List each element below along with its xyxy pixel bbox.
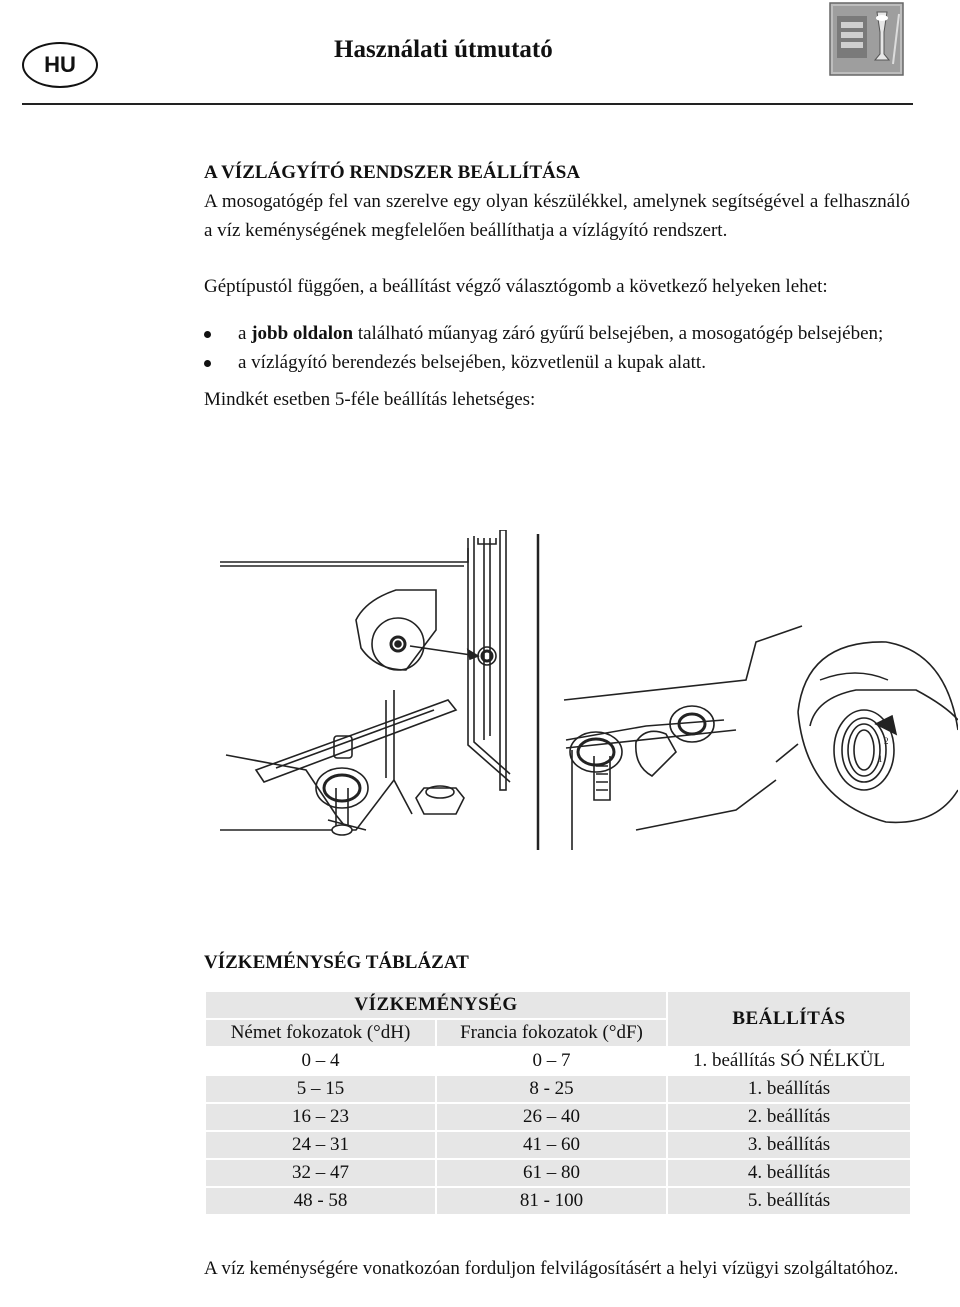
df-cell: 0 – 7	[437, 1048, 666, 1074]
df-cell: 61 – 80	[437, 1160, 666, 1186]
header-divider	[22, 103, 913, 105]
df-cell: 8 - 25	[437, 1076, 666, 1102]
country-code: HU	[44, 52, 76, 77]
footer-note: A víz keménységére vonatkozóan forduljon felvilágosításért a helyi vízügyi szolgáltatóhoz.	[204, 1258, 899, 1279]
df-cell: 81 - 100	[437, 1188, 666, 1214]
svg-text:1: 1	[878, 754, 883, 764]
table-row	[206, 1048, 910, 1074]
df-cell: 41 – 60	[437, 1132, 666, 1158]
setting-cell: 3. beállítás	[668, 1132, 910, 1158]
hardness-table	[204, 990, 912, 1216]
bullet2-text: a vízlágyító berendezés belsejében, közvetlenül a kupak alatt.	[238, 352, 706, 373]
table-row	[206, 1160, 910, 1186]
dh-cell: 16 – 23	[206, 1104, 435, 1130]
country-badge	[22, 42, 98, 88]
list-item	[204, 320, 910, 347]
bullet1-post: található műanyag záró gyűrű belsejében, a mosogatógép belsejében;	[353, 323, 884, 344]
dh-cell: 48 - 58	[206, 1188, 435, 1214]
hardness-table-title: VÍZKEMÉNYSÉG TÁBLÁZAT	[204, 952, 469, 973]
table-row	[206, 1132, 910, 1158]
df-cell: 26 – 40	[437, 1104, 666, 1130]
hardness-group-header: VÍZKEMÉNYSÉG	[206, 992, 666, 1018]
svg-text:2: 2	[884, 736, 889, 746]
setting-cell: 4. beállítás	[668, 1160, 910, 1186]
main-content	[204, 158, 910, 414]
setting-header: BEÁLLÍTÁS	[668, 992, 910, 1046]
dh-cell: 0 – 4	[206, 1048, 435, 1074]
df-column-header: Francia fokozatok (°dF)	[437, 1020, 666, 1046]
dishwasher-thumbnail-icon	[829, 2, 904, 76]
bullet-dot-icon	[204, 331, 211, 338]
setting-cell: 1. beállítás	[668, 1076, 910, 1102]
setting-cell: 1. beállítás SÓ NÉLKÜL	[668, 1048, 910, 1074]
left-diagram	[220, 530, 510, 835]
intro-paragraph: A mosogatógép fel van szerelve egy olyan készülékkel, amelynek segítségével a felhasználó a víz keménységének megfelelően beállíthatja a vízlágyító rendszert.	[204, 191, 910, 241]
table-row	[206, 1104, 910, 1130]
bullet1-bold: jobb oldalon	[251, 323, 354, 344]
dh-cell: 5 – 15	[206, 1076, 435, 1102]
dh-cell: 24 – 31	[206, 1132, 435, 1158]
settings-note: Mindkét esetben 5-féle beállítás lehetséges:	[204, 389, 536, 410]
bullet1-pre: a	[238, 323, 252, 344]
setting-cell: 2. beállítás	[668, 1104, 910, 1130]
right-diagram	[564, 626, 958, 850]
location-list	[204, 320, 910, 376]
list-item	[204, 349, 910, 376]
softener-location-illustration	[216, 530, 958, 855]
table-row	[206, 1188, 910, 1214]
table-header-row	[206, 992, 910, 1018]
table-row	[206, 1076, 910, 1102]
setting-cell: 5. beállítás	[668, 1188, 910, 1214]
dh-column-header: Német fokozatok (°dH)	[206, 1020, 435, 1046]
bullet-dot-icon	[204, 360, 211, 367]
page-title: Használati útmutató	[334, 36, 553, 63]
locations-intro: Géptípustól függően, a beállítást végző választógomb a következő helyeken lehet:	[204, 276, 828, 297]
dh-cell: 32 – 47	[206, 1160, 435, 1186]
section-heading: A VÍZLÁGYÍTÓ RENDSZER BEÁLLÍTÁSA	[204, 162, 581, 183]
